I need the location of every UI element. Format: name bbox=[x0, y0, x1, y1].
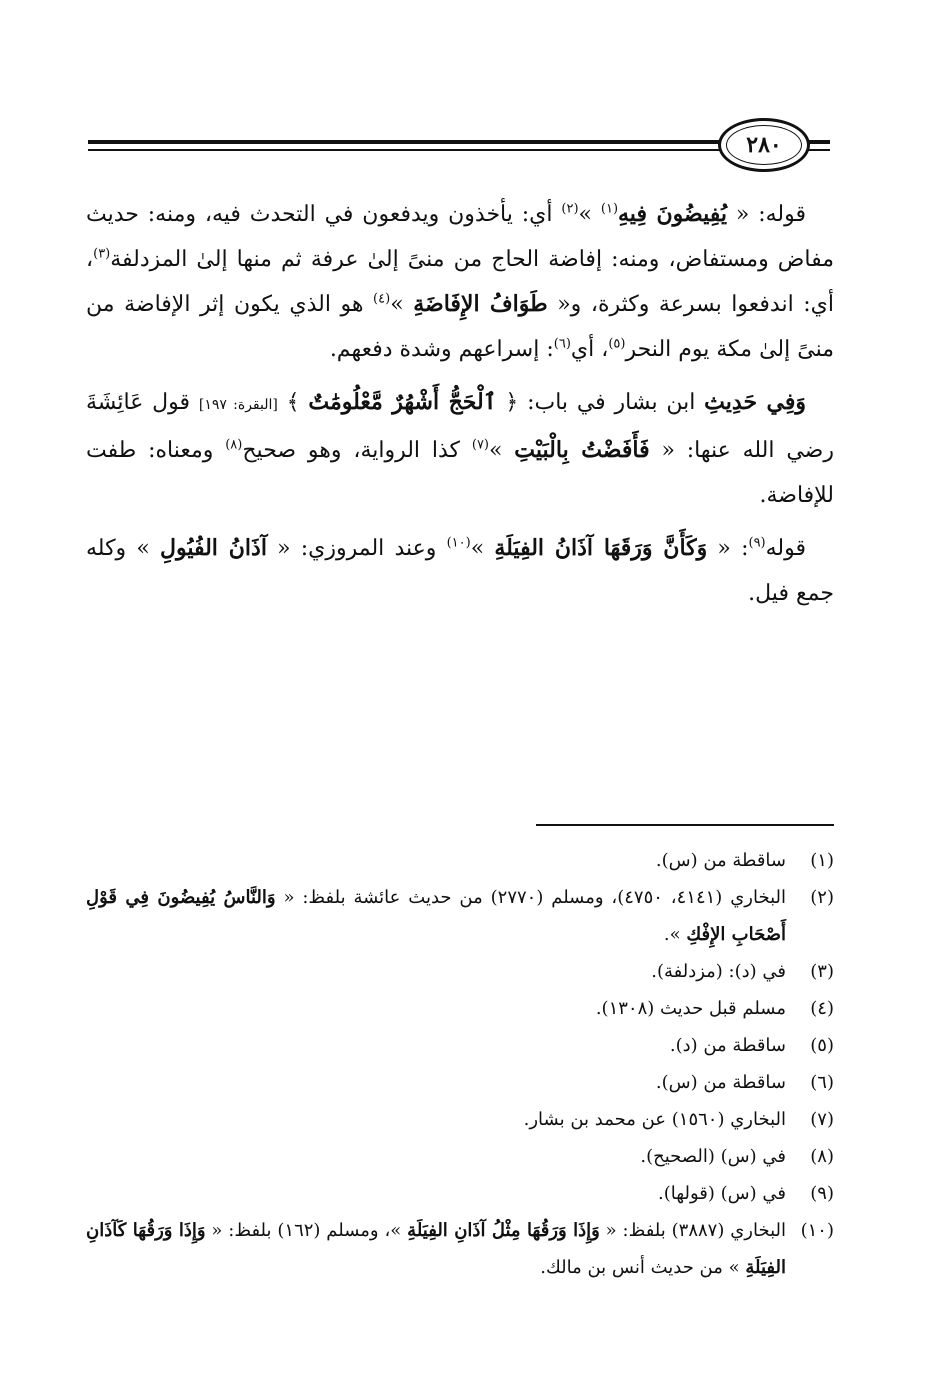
text-run: هو الذي يكون إثر الإفاضة من منىً إلىٰ مكة يوم النحر bbox=[86, 292, 834, 362]
text-run: » bbox=[489, 438, 515, 463]
footnote-ref: (٢) bbox=[561, 201, 579, 217]
footnote-number: (١) bbox=[810, 850, 834, 871]
text-run: » من حديث أنس بن مالك. bbox=[540, 1257, 746, 1278]
footnote-ref: (٩) bbox=[748, 535, 766, 551]
header-rule-thick bbox=[88, 140, 724, 144]
footnote-text bbox=[86, 1138, 786, 1175]
footnote-item bbox=[86, 1138, 834, 1175]
text-run: كذا الرواية، وهو صحيح bbox=[242, 438, 472, 463]
footnote-item bbox=[86, 990, 834, 1027]
footnote-item bbox=[86, 953, 834, 990]
footnote-text bbox=[86, 1027, 786, 1064]
quoted-term: طَوَافُ الإِفَاضَةِ bbox=[413, 291, 548, 317]
footnote-text bbox=[86, 1101, 786, 1138]
text-run: البخاري (١٥٦٠) عن محمد بن بشار. bbox=[523, 1109, 786, 1130]
footnote-number: (١٠) bbox=[800, 1220, 834, 1241]
text-run: : إسراعهم وشدة دفعهم. bbox=[329, 337, 554, 362]
footnote-text bbox=[86, 842, 786, 879]
footnote-number: (٧) bbox=[810, 1109, 834, 1130]
text-run: » bbox=[578, 202, 601, 227]
text-run: في (د): (مزدلفة). bbox=[651, 961, 786, 982]
text-run: وعند المروزي: « bbox=[266, 536, 447, 561]
footnote-separator bbox=[536, 824, 834, 826]
text-run: ابن بشار في باب: ﴿ bbox=[496, 390, 705, 415]
footnote-item bbox=[86, 1027, 834, 1064]
footnote-item bbox=[86, 1101, 834, 1138]
text-run: قوله: « bbox=[727, 202, 806, 227]
text-run: ومعناه: طفت للإفاضة. bbox=[86, 438, 834, 508]
footnote-ref: (٨) bbox=[225, 437, 243, 453]
footnote-ref: (٦) bbox=[553, 336, 571, 352]
quoted-term: وَإِذَا وَرَقُهَا كَآذَانِ الفِيَلَةِ bbox=[86, 1220, 786, 1278]
footnote-ref: (٣) bbox=[93, 246, 111, 262]
quoted-term: آذَانُ الفُيُولِ bbox=[159, 535, 267, 561]
text-run: قوله bbox=[765, 536, 807, 561]
page-number-frame bbox=[718, 118, 810, 172]
quran-citation: [البقرة: ١٩٧] bbox=[198, 397, 278, 413]
text-run: قول عَائِشَةَ رضي الله عنها: « bbox=[86, 390, 834, 463]
footnote-number: (٨) bbox=[810, 1146, 834, 1167]
text-run: ، أي: اندفعوا بسرعة وكثرة، و« bbox=[86, 247, 835, 317]
text-run: في (س) (الصحيح). bbox=[640, 1146, 786, 1167]
text-run: » bbox=[470, 536, 495, 561]
footnote-ref: (١٠) bbox=[446, 535, 471, 551]
quoted-term: وَالنَّاسُ يُفِيضُونَ فِي قَوْلِ أَصْحَابِ الإِفْكِ bbox=[86, 887, 786, 945]
text-run: ساقطة من (س). bbox=[655, 850, 786, 871]
footnote-ref: (٧) bbox=[471, 437, 489, 453]
footnote-text bbox=[86, 879, 786, 953]
text-run: أي: يأخذون ويدفعون في التحدث فيه، ومنه: حديث مفاض ومستفاض، ومنه: إفاضة الحاج من منىً إلىٰ عرفة ثم منها إلىٰ المزدلفة bbox=[86, 202, 834, 272]
text-run: في (س) (قولها). bbox=[657, 1183, 786, 1204]
footnote-number: (٥) bbox=[810, 1035, 834, 1056]
footnote-number: (٩) bbox=[810, 1183, 834, 1204]
text-run: : « bbox=[707, 536, 749, 561]
footnote-item bbox=[86, 842, 834, 879]
footnote-item bbox=[86, 1064, 834, 1101]
page-number: ٢٨٠ bbox=[746, 132, 782, 158]
footnote-ref: (٤) bbox=[373, 291, 391, 307]
quoted-term: يُفِيضُونَ فِيهِ bbox=[618, 201, 727, 227]
footnote-text bbox=[86, 1064, 786, 1101]
paragraph bbox=[86, 380, 834, 518]
header-rule-thin bbox=[88, 149, 724, 151]
footnote-text bbox=[86, 990, 786, 1027]
text-run: » وكله جمع فيل. bbox=[86, 536, 834, 606]
footnote-number: (٢) bbox=[810, 887, 834, 908]
paragraph bbox=[86, 192, 834, 372]
quoted-term: وَكَأَنَّ وَرَقَهَا آذَانُ الفِيَلَةِ bbox=[494, 535, 708, 561]
footnote-text bbox=[86, 1212, 786, 1286]
text-run: »، ومسلم (١٦٢) بلفظ: « bbox=[205, 1220, 408, 1241]
text-run: » bbox=[390, 292, 414, 317]
text-run: البخاري (٣٨٨٧) بلفظ: « bbox=[599, 1220, 787, 1241]
text-run: ساقطة من (د). bbox=[669, 1035, 786, 1056]
page-number-ornament bbox=[718, 118, 812, 170]
footnote-number: (٦) bbox=[810, 1072, 834, 1093]
footnote-number: (٤) bbox=[810, 998, 834, 1019]
footnote-text bbox=[86, 1175, 786, 1212]
text-run: البخاري (٤١٤١، ٤٧٥٠)، ومسلم (٢٧٧٠) من حديث عائشة بلفظ: « bbox=[275, 887, 786, 908]
paragraph bbox=[86, 526, 834, 616]
text-run: ﴾ bbox=[277, 390, 309, 415]
quoted-term: وَفِي حَدِيثِ bbox=[704, 389, 806, 415]
text-run: ». bbox=[663, 924, 687, 945]
text-run: مسلم قبل حديث (١٣٠٨). bbox=[595, 998, 786, 1019]
footnote-ref: (٥) bbox=[608, 336, 626, 352]
footnote-number: (٣) bbox=[810, 961, 834, 982]
quoted-term: ٱلْحَجُّ أَشْهُرٌ مَّعْلُومَٰتٌ bbox=[308, 389, 497, 415]
text-run: ، أي bbox=[570, 337, 609, 362]
main-text bbox=[86, 192, 834, 624]
text-run: ساقطة من (س). bbox=[655, 1072, 786, 1093]
footnote-ref: (١) bbox=[600, 201, 619, 217]
footnotes bbox=[86, 842, 834, 1286]
footnote-item bbox=[86, 1212, 834, 1286]
footnote-item bbox=[86, 1175, 834, 1212]
quoted-term: فَأَفَضْتُ بِالْبَيْتِ bbox=[514, 437, 650, 463]
footnote-item bbox=[86, 879, 834, 953]
footnote-text bbox=[86, 953, 786, 990]
quoted-term: وَإِذَا وَرَقُهَا مِثْلُ آذَانِ الفِيَلَةِ bbox=[407, 1220, 600, 1241]
